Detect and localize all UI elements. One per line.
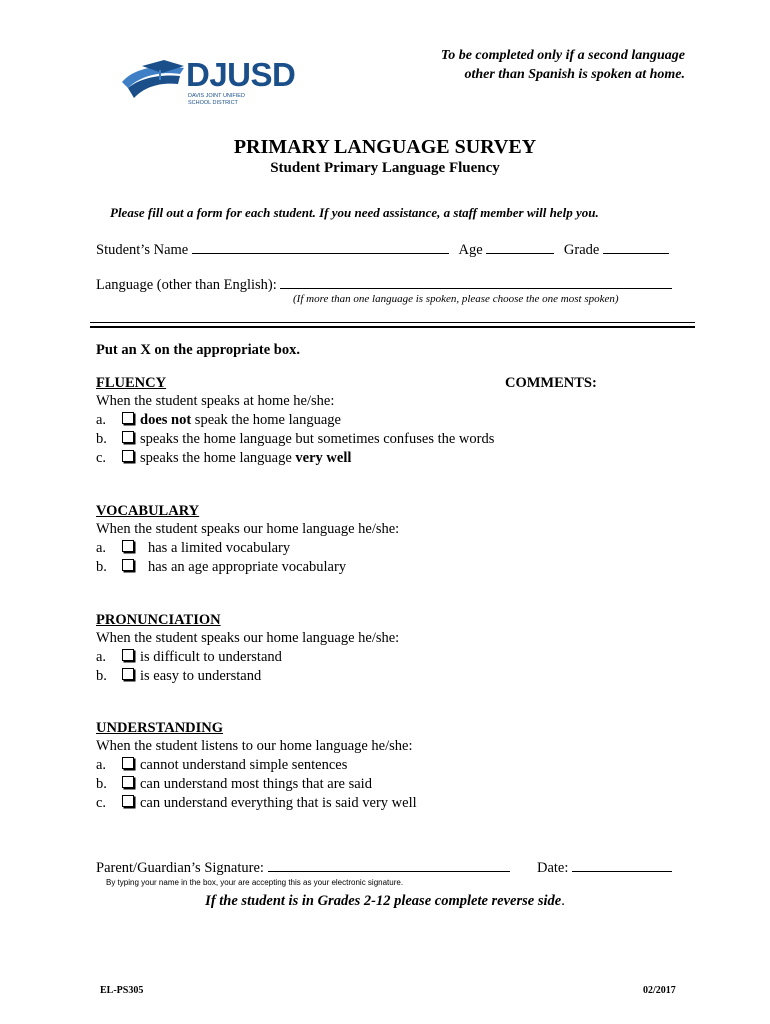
pronunciation-section [96,612,656,686]
page-subtitle: Student Primary Language Fluency [270,160,500,176]
language-field[interactable] [280,274,672,289]
esignature-note: By typing your name in the box, your are accepting this as your electronic signature. [106,878,404,887]
date-field[interactable] [572,857,672,872]
understanding-prompt: When the student listens to our home language he/she: [96,738,413,754]
checkbox[interactable] [122,559,134,571]
language-label: Language (other than English): [96,277,277,293]
pronunciation-prompt: When the student speaks our home language he/she: [96,630,400,646]
age-field[interactable] [486,239,554,254]
fluency-prompt: When the student speaks at home he/she: [96,393,335,409]
vocabulary-prompt: When the student speaks our home language he/she: [96,521,400,537]
fluency-option-b: b. speaks the home language but sometimes confuses the words [96,431,495,447]
checkbox[interactable] [122,431,134,443]
grade-field[interactable] [603,239,669,254]
student-name-label: Student’s Name [96,242,189,258]
understanding-section [96,720,656,813]
completion-note: To be completed only if a second language other than Spanish is spoken at home. [440,48,685,82]
signature-field[interactable] [268,857,510,872]
instructions: Please fill out a form for each student. If you need assistance, a staff member will help you. [110,205,599,220]
date-row [537,857,672,877]
signature-row [96,857,510,877]
signature-label: Parent/Guardian’s Signature: [96,860,264,876]
vocabulary-heading: VOCABULARY [96,503,200,519]
pronunciation-option-b: b. is easy to understand [96,668,262,684]
vocabulary-option-b: b. has an age appropriate vocabulary [96,559,347,575]
fluency-option-a: a. does not speak the home language [96,412,341,428]
language-hint: (If more than one language is spoken, please choose the one most spoken) [293,293,619,305]
grade-label: Grade [563,242,600,258]
fluency-option-c: c. speaks the home language very well [96,450,352,466]
understanding-heading: UNDERSTANDING [96,720,224,736]
section-divider [90,322,695,323]
fluency-heading: FLUENCY [96,375,167,391]
understanding-option-c: c. can understand everything that is said very well [96,795,417,811]
form-code: EL-PS305 [100,985,144,996]
checkbox[interactable] [122,412,134,424]
put-x-instruction: Put an X on the appropriate box. [96,342,300,358]
language-row [96,274,672,294]
checkbox[interactable] [122,757,134,769]
comments-label: COMMENTS: [505,375,597,391]
checkbox[interactable] [122,776,134,788]
graduation-cap-icon [120,60,190,104]
checkbox[interactable] [122,795,134,807]
age-label: Age [458,242,483,258]
checkbox[interactable] [122,450,134,462]
pronunciation-option-a: a. is difficult to understand [96,649,282,665]
understanding-option-b: b. can understand most things that are said [96,776,372,792]
page-title: PRIMARY LANGUAGE SURVEY [233,136,537,158]
form-date: 02/2017 [643,985,676,996]
student-name-field[interactable] [192,239,449,254]
checkbox[interactable] [122,540,134,552]
vocabulary-option-a: a. has a limited vocabulary [96,540,291,556]
vocabulary-section [96,503,656,577]
reverse-side-note: If the student is in Grades 2-12 please complete reverse side. [205,893,565,909]
understanding-option-a: a. cannot understand simple sentences [96,757,348,773]
checkbox[interactable] [122,668,134,680]
student-info-row [96,239,669,259]
logo-wordmark: DJUSD [186,56,296,93]
date-label: Date: [537,860,569,876]
pronunciation-heading: PRONUNCIATION [96,612,221,628]
checkbox[interactable] [122,649,134,661]
section-divider [90,326,695,328]
logo-subtext: DAVIS JOINT UNIFIED SCHOOL DISTRICT [188,93,245,106]
